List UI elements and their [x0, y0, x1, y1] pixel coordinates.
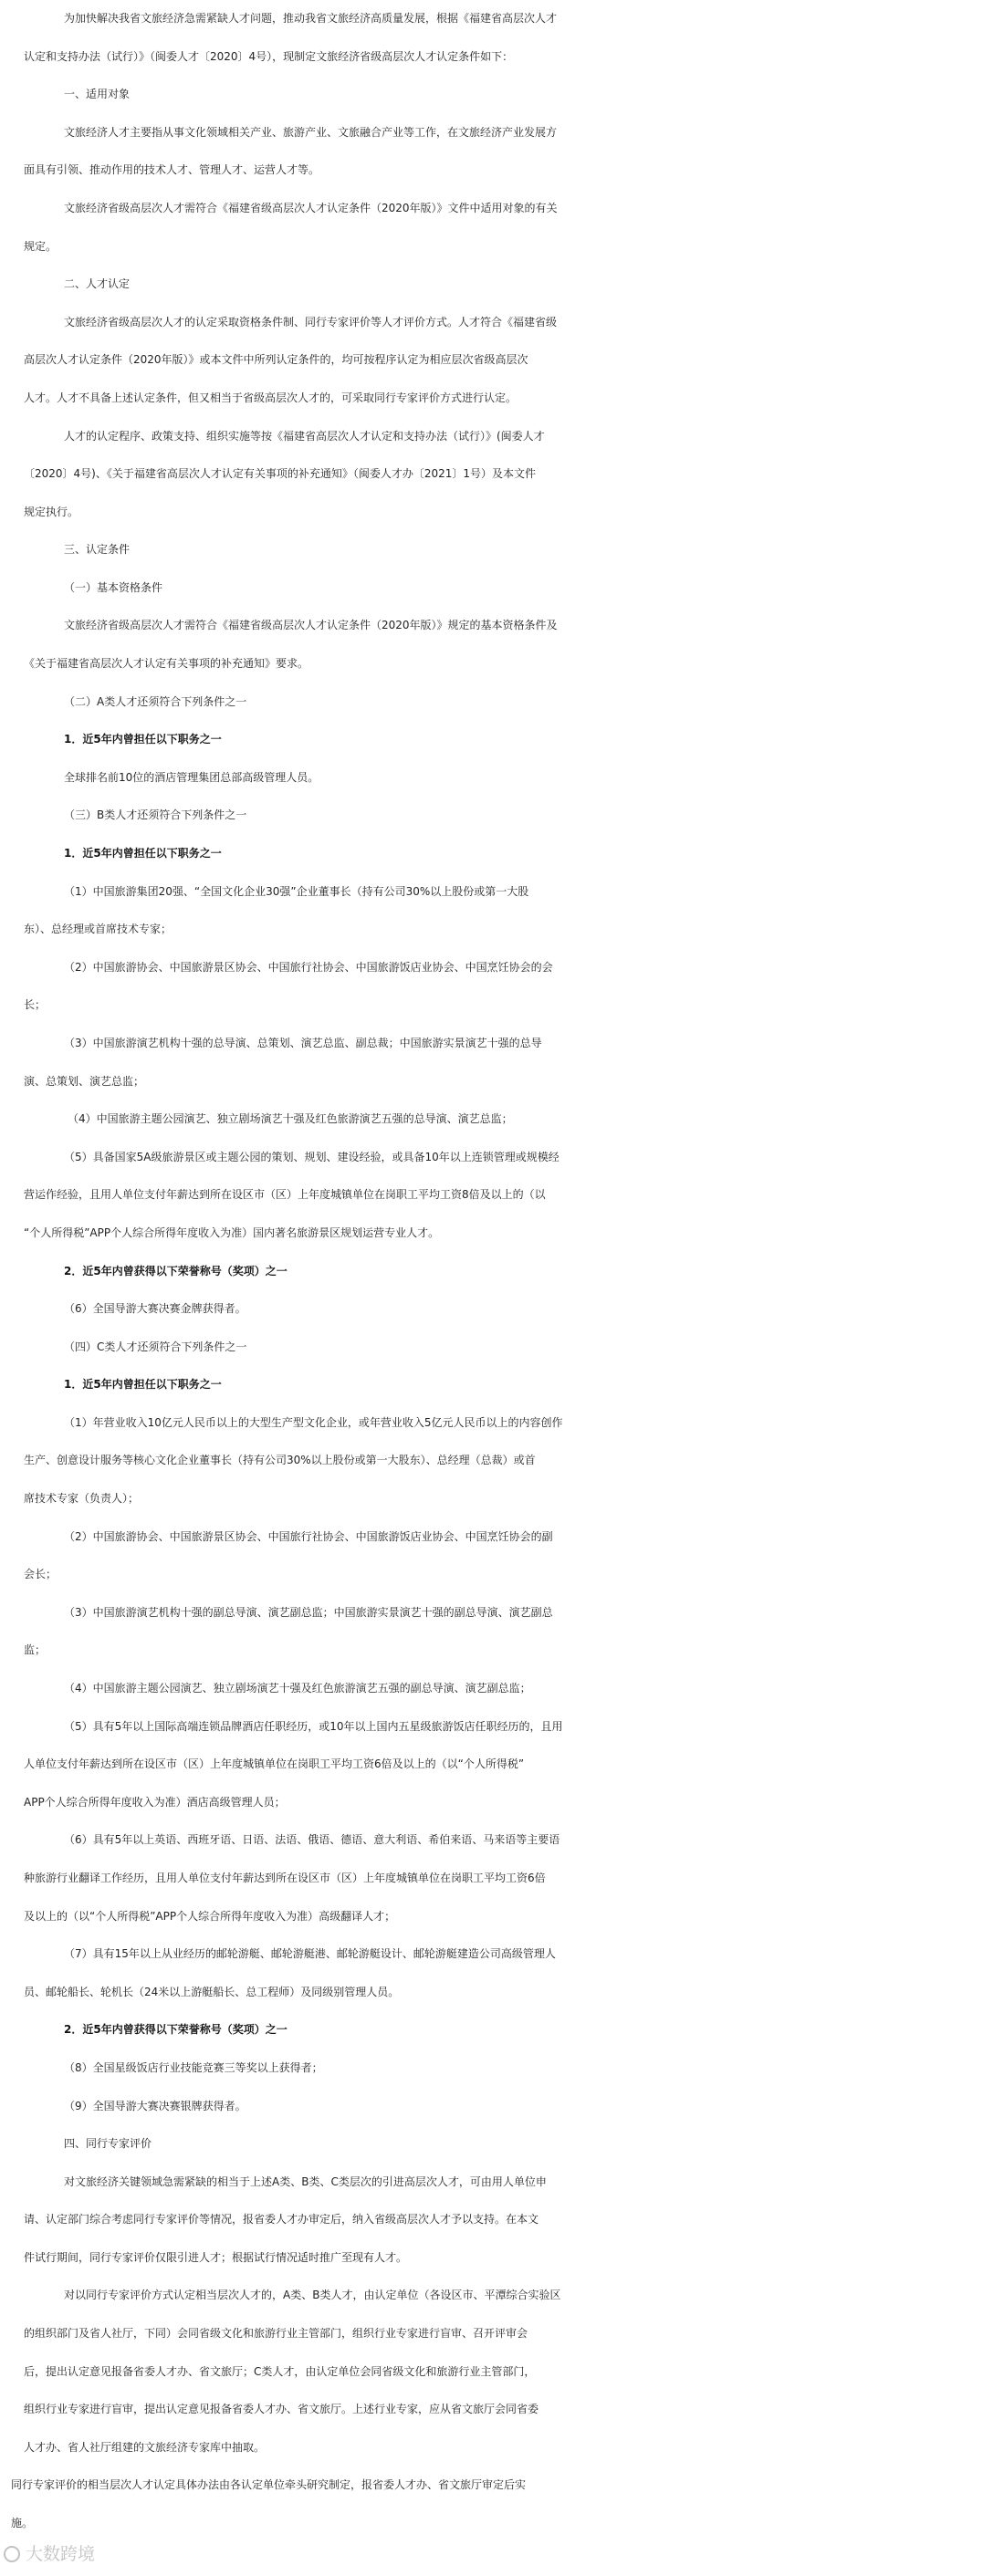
- text-line: （2）中国旅游协会、中国旅游景区协会、中国旅行社协会、中国旅游饭店业协会、中国烹饪协会的会: [64, 961, 553, 974]
- text-line: APP个人综合所得年度收入为准）酒店高级管理人员；: [24, 1796, 286, 1809]
- text-line: 监；: [24, 1643, 47, 1656]
- text-line: 同行专家评价的相当层次人才认定具体办法由各认定单位牵头研究制定，报省委人才办、省文旅厅审定后实: [11, 2478, 527, 2491]
- watermark: [4, 2543, 95, 2565]
- text-line: 一、适用对象: [64, 88, 131, 100]
- section-heading: 1．近5年内曾担任以下职务之一: [64, 1378, 222, 1391]
- text-line: 文旅经济省级高层次人才的认定采取资格条件制、同行专家评价等人才评价方式。人才符合《福建省级: [64, 316, 558, 329]
- text-line: （5）具有5年以上国际高端连锁品牌酒店任职经历，或10年以上国内五星级旅游饭店任职经历的，且用: [64, 1720, 563, 1733]
- text-line: 二、人才认定: [64, 277, 131, 290]
- text-line: 件试行期间，同行专家评价仅限引进人才；根据试行情况适时推广至现有人才。: [24, 2251, 408, 2264]
- watermark-logo-icon: [4, 2546, 20, 2562]
- text-line: （3）中国旅游演艺机构十强的副总导演、演艺副总监；中国旅游实景演艺十强的副总导演、演艺副总: [64, 1606, 553, 1619]
- text-line: 〔2020〕4号)、《关于福建省高层次人才认定有关事项的补充通知》（闽委人才办〔2021〕1号）及本文件: [24, 467, 537, 480]
- text-line: 认定和支持办法（试行）》（闽委人才〔2020〕4号），现制定文旅经济省级高层次人才认定条件如下：: [24, 50, 514, 63]
- text-line: （1）年营业收入10亿元人民币以上的大型生产型文化企业，或年营业收入5亿元人民币以上的内容创作: [64, 1416, 563, 1429]
- text-line: （1）中国旅游集团20强、“全国文化企业30强”企业董事长（持有公司30%以上股份或第一大股: [64, 885, 529, 898]
- watermark-text: 大数跨境: [26, 2544, 96, 2564]
- text-line: （7）具有15年以上从业经历的邮轮游艇、邮轮游艇港、邮轮游艇设计、邮轮游艇建造公司高级管理人: [64, 1947, 556, 1960]
- text-line: 为加快解决我省文旅经济急需紧缺人才问题，推动我省文旅经济高质量发展，根据《福建省高层次人才: [64, 12, 558, 25]
- text-line: 规定。: [24, 240, 58, 253]
- text-line: （二）A类人才还须符合下列条件之一: [64, 695, 247, 708]
- text-line: （4）中国旅游主题公园演艺、独立剧场演艺十强及红色旅游演艺五强的副总导演、演艺副总监；: [64, 1682, 531, 1695]
- text-line: 高层次人才认定条件（2020年版）》或本文件中所列认定条件的，均可按程序认定为相应层次省级高层次: [24, 353, 528, 366]
- text-line: （5）具备国家5A级旅游景区或主题公园的策划、规划、建设经验，或具备10年以上连锁管理或规模经: [64, 1151, 559, 1163]
- text-line: 人才。人才不具备上述认定条件，但又相当于省级高层次人才的，可采取同行专家评价方式进行认定。: [24, 391, 518, 404]
- text-line: （三）B类人才还须符合下列条件之一: [64, 808, 247, 821]
- text-line: （一）基本资格条件: [64, 581, 163, 594]
- text-line: 员、邮轮船长、轮机长（24米以上游艇船长、总工程师）及同级别管理人员。: [24, 1986, 400, 1998]
- text-line: 席技术专家（负责人）；: [24, 1492, 140, 1505]
- text-line: 请、认定部门综合考虑同行专家评价等情况，报省委人才办审定后，纳入省级高层次人才予以支持。在本文: [24, 2213, 539, 2226]
- text-line: 施。: [11, 2517, 34, 2529]
- section-heading: 1．近5年内曾担任以下职务之一: [64, 847, 222, 860]
- text-line: 后，提出认定意见报备省委人才办、省文旅厅；C类人才，由认定单位会同省级文化和旅游行业主管部门，: [24, 2365, 536, 2378]
- text-line: 面具有引领、推动作用的技术人才、管理人才、运营人才等。: [24, 163, 320, 176]
- text-line: 文旅经济省级高层次人才需符合《福建省级高层次人才认定条件（2020年版）》文件中适用对象的有关: [64, 202, 558, 214]
- section-heading: 2．近5年内曾获得以下荣誉称号（奖项）之一: [64, 1265, 288, 1278]
- text-line: （6）全国导游大赛决赛金牌获得者。: [64, 1302, 246, 1315]
- text-line: 人单位支付年薪达到所在设区市（区）上年度城镇单位在岗职工平均工资6倍及以上的（以“个人所得税”: [24, 1757, 525, 1770]
- text-line: 人才办、省人社厅组建的文旅经济专家库中抽取。: [24, 2441, 266, 2454]
- text-line: 三、认定条件: [64, 543, 131, 556]
- text-line: 生产、创意设计服务等核心文化企业董事长（持有公司30%以上股份或第一大股东）、总经理（总裁）或首: [24, 1454, 536, 1466]
- text-line: （4）中国旅游主题公园演艺、独立剧场演艺十强及红色旅游演艺五强的总导演、演艺总监；: [68, 1112, 513, 1125]
- text-line: 东）、总经理或首席技术专家；: [24, 923, 173, 935]
- text-line: 会长；: [24, 1568, 58, 1580]
- text-line: （3）中国旅游演艺机构十强的总导演、总策划、演艺总监、副总裁；中国旅游实景演艺十强的总导: [64, 1037, 542, 1049]
- text-line: 的组织部门及省人社厅，下同）会同省级文化和旅游行业主管部门，组织行业专家进行盲审、召开评审会: [24, 2327, 528, 2340]
- text-line: 文旅经济省级高层次人才需符合《福建省级高层次人才认定条件（2020年版）》规定的基本资格条件及: [64, 619, 558, 631]
- text-line: 营运作经验，且用人单位支付年薪达到所在设区市（区）上年度城镇单位在岗职工平均工资8倍及以上的（以: [24, 1188, 546, 1201]
- text-line: 人才的认定程序、政策支持、组织实施等按《福建省高层次人才认定和支持办法（试行）》(闽委人才: [64, 430, 545, 443]
- text-line: 演、总策划、演艺总监；: [24, 1075, 145, 1088]
- text-line: “个人所得税”APP个人综合所得年度收入为准）国内著名旅游景区规划运营专业人才。: [24, 1226, 440, 1239]
- text-line: 《关于福建省高层次人才认定有关事项的补充通知》要求。: [24, 657, 309, 670]
- text-line: （2）中国旅游协会、中国旅游景区协会、中国旅行社协会、中国旅游饭店业协会、中国烹饪协会的副: [64, 1530, 553, 1543]
- text-line: 四、同行专家评价: [64, 2137, 152, 2150]
- text-line: 及以上的（以“个人所得税”APP个人综合所得年度收入为准）高级翻译人才；: [24, 1910, 396, 1923]
- text-line: （6）具有5年以上英语、西班牙语、日语、法语、俄语、德语、意大利语、希伯来语、马来语等主要语: [64, 1833, 560, 1846]
- section-heading: 1．近5年内曾担任以下职务之一: [64, 733, 222, 746]
- text-line: 对文旅经济关键领域急需紧缺的相当于上述A类、B类、C类层次的引进高层次人才，可由用人单位申: [64, 2175, 547, 2188]
- text-line: 种旅游行业翻译工作经历，且用人单位支付年薪达到所在设区市（区）上年度城镇单位在岗职工平均工资6倍: [24, 1872, 546, 1884]
- section-heading: 2．近5年内曾获得以下荣誉称号（奖项）之一: [64, 2023, 288, 2036]
- text-line: （四）C类人才还须符合下列条件之一: [64, 1340, 247, 1353]
- text-line: 组织行业专家进行盲审，提出认定意见报备省委人才办、省文旅厅。上述行业专家，应从省文旅厅会同省委: [24, 2403, 539, 2415]
- text-line: 长；: [24, 998, 47, 1011]
- text-line: 全球排名前10位的酒店管理集团总部高级管理人员。: [64, 771, 319, 784]
- text-line: 文旅经济人才主要指从事文化领域相关产业、旅游产业、文旅融合产业等工作，在文旅经济产业发展方: [64, 126, 558, 139]
- text-line: 对以同行专家评价方式认定相当层次人才的，A类、B类人才，由认定单位（各设区市、平潭综合实验区: [64, 2289, 561, 2301]
- text-line: （8）全国星级饭店行业技能竞赛三等奖以上获得者；: [64, 2061, 323, 2074]
- text-line: （9）全国导游大赛决赛银牌获得者。: [64, 2100, 246, 2112]
- text-line: 规定执行。: [24, 506, 79, 518]
